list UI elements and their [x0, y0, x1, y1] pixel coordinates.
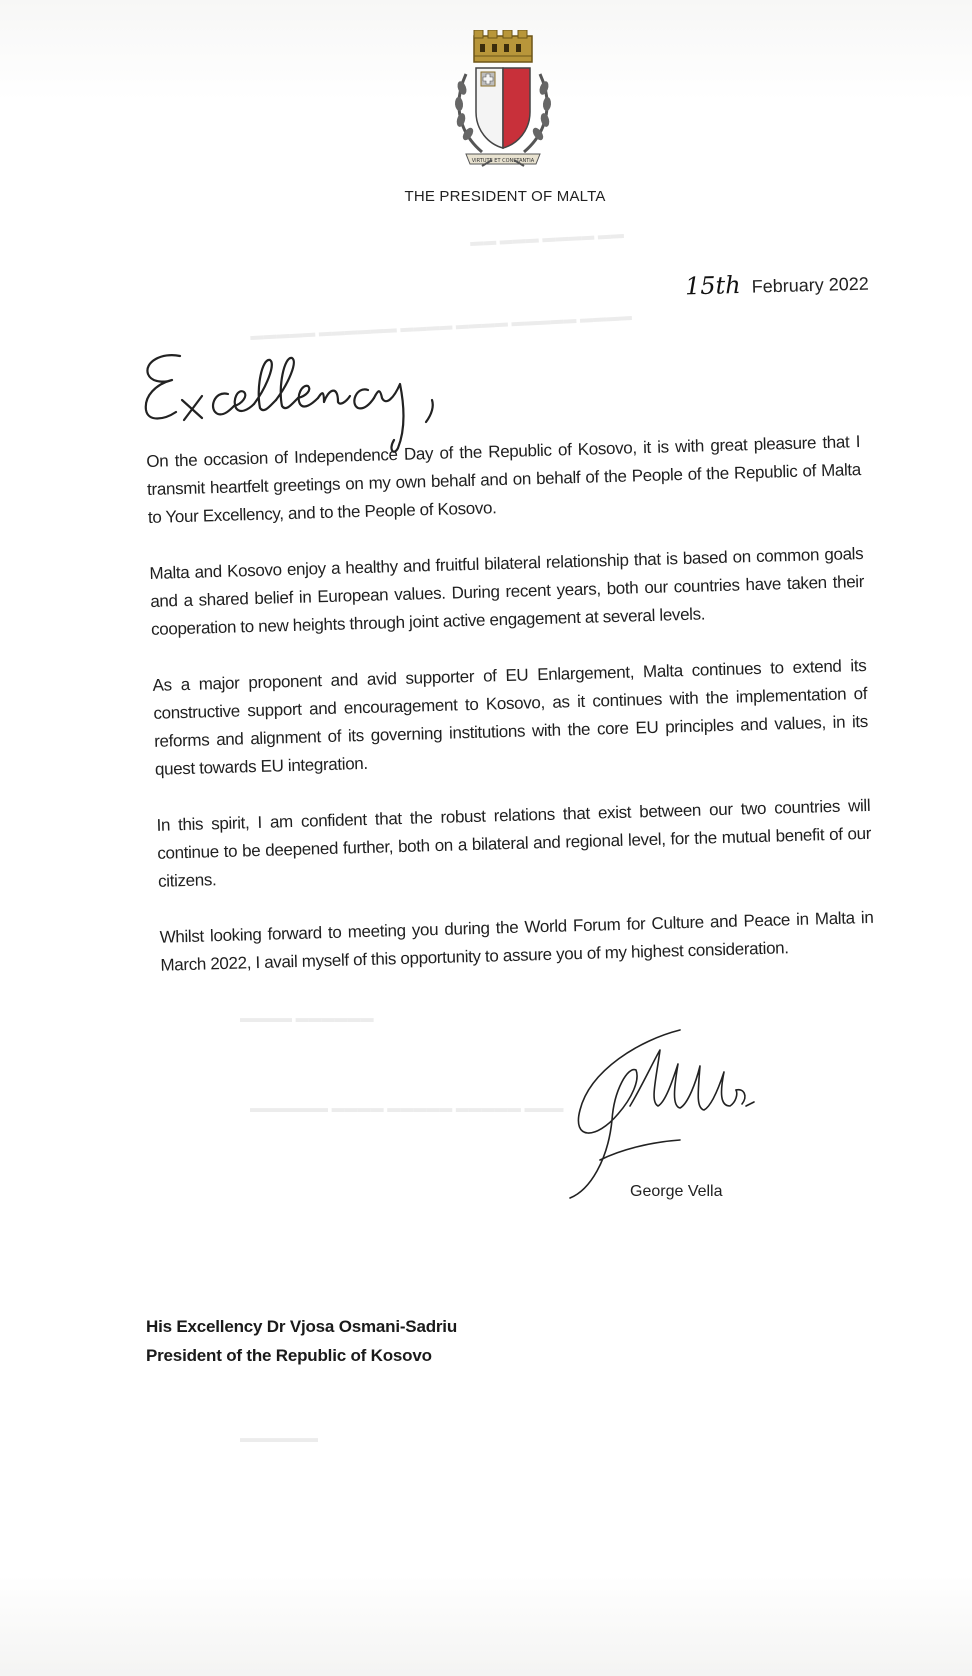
paragraph: Whilst looking forward to meeting you during the World Forum for Culture and Peace in Malta in March 2022, I avail myself of this opportunity to assure you of my highest consideration. [159, 907, 874, 975]
show-through-text: ▬▬▬▬▬▬ [240, 1430, 318, 1445]
date-month-year: February 2022 [751, 273, 870, 297]
motto-text: VIRTUTE ET CONSTANTIA [471, 158, 535, 164]
signatory-name: George Vella [630, 1183, 723, 1200]
paragraph: On the occasion of Independence Day of the Republic of Kosovo, it is with great pleasure that I transmit heartfelt greetings on my own behalf and on behalf of the People of the Republic of Malta to Your Excellency, and to the People of Kosovo. [146, 432, 862, 527]
letter-date [685, 268, 869, 301]
show-through-text: ▬▬▬▬ ▬▬▬▬▬▬ [240, 1010, 374, 1025]
signature-mark [560, 1010, 820, 1210]
paragraph: As a major proponent and avid supporter of EU Enlargement, Malta continues to extend its constructive support and encouragement to Kosovo, as it continues with the implementation of reforms and alignment of its governing institutions with the core EU principles and values, in its quest towards EU integration. [152, 655, 869, 779]
addressee-title: President of the Republic of Kosovo [146, 1346, 432, 1365]
crown-icon [474, 30, 532, 62]
shield-icon [476, 68, 530, 148]
show-through-text: ▬▬▬▬▬ ▬▬▬▬▬▬ ▬▬▬▬ ▬▬▬▬ ▬▬▬▬▬ ▬▬▬▬ [249, 308, 633, 343]
letter-body [146, 428, 875, 1008]
addressee-name: His Excellency Dr Vjosa Osmani-Sadriu [146, 1317, 458, 1336]
show-through-text: ▬▬ ▬▬▬ ▬▬▬▬ ▬▬ [469, 225, 625, 250]
addressee-block [146, 1312, 457, 1370]
letterhead-title: THE PRESIDENT OF MALTA [404, 188, 606, 205]
show-through-text: ▬▬▬▬▬▬ ▬▬▬▬ ▬▬▬▬▬ ▬▬▬▬▬ ▬▬▬ [250, 1100, 564, 1115]
date-day: 15th [684, 270, 742, 301]
paragraph: In this spirit, I am confident that the robust relations that exist between our two countries will continue to be deepened further, both on a bilateral and regional level, for the mutual benefit of our citizens. [156, 795, 872, 891]
motto-ribbon [466, 154, 540, 166]
malta-coat-of-arms-icon [452, 30, 554, 178]
paragraph: Malta and Kosovo enjoy a healthy and fruitful bilateral relationship that is based on common goals and a shared belief in European values. During recent years, both our countries have taken their cooperation to new heights through joint active engagement at several levels. [149, 544, 865, 639]
